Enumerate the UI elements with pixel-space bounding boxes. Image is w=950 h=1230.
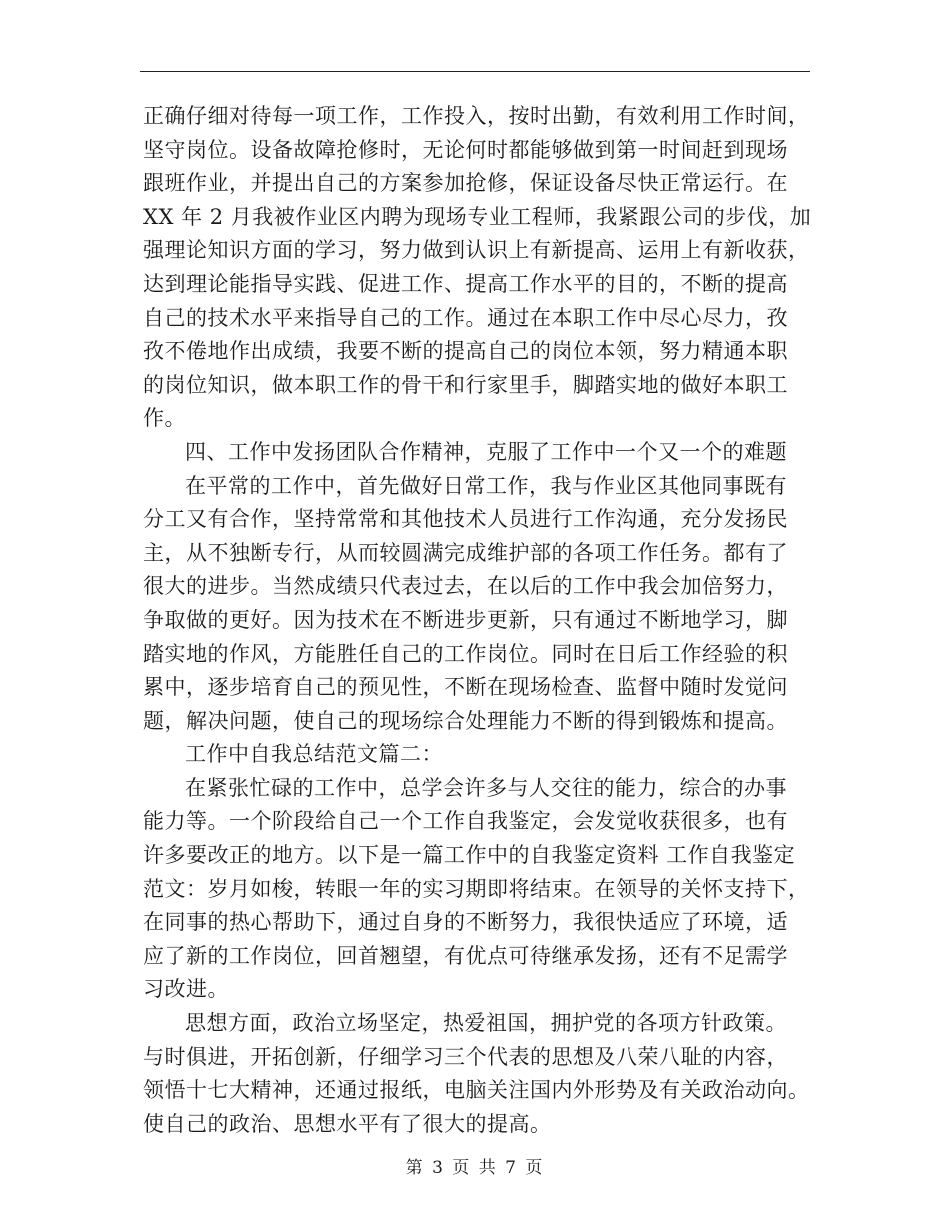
text-line: 坚守岗位。设备故障抢修时，无论何时都能够做到第一时间赶到现场	[143, 137, 788, 162]
text-line: XX 年 2 月我被作业区内聘为现场专业工程师，我紧跟公司的步伐，加	[143, 204, 812, 229]
text-line: 在同事的热心帮助下，通过自身的不断努力，我很快适应了环境，适	[143, 910, 788, 935]
paragraph	[143, 1007, 813, 1141]
text-line: 主，从不独断专行，从而较圆满完成维护部的各项工作任务。都有了	[143, 540, 788, 565]
page-number-footer: 第 3 页 共 7 页	[405, 1158, 545, 1178]
text-line: 自己的技术水平来指导自己的工作。通过在本职工作中尽心尽力，孜	[143, 305, 788, 330]
text-line: 累中，逐步培育自己的预见性，不断在现场检查、监督中随时发觉问	[143, 675, 788, 700]
text-line: 正确仔细对待每一项工作，工作投入，按时出勤，有效利用工作时间，	[143, 104, 810, 128]
text-line: 许多要改正的地方。以下是一篇工作中的自我鉴定资料 工作自我鉴定	[143, 843, 796, 868]
text-line: 分工又有合作，坚持常常和其他技术人员进行工作沟通，充分发扬民	[143, 507, 788, 532]
text-line: 争取做的更好。因为技术在不断进步更新，只有通过不断地学习，脚	[143, 607, 788, 632]
text-line: 范文：岁月如梭，转眼一年的实习期即将结束。在领导的关怀支持下，	[143, 876, 810, 901]
text-line: 四、工作中发扬团队合作精神，克服了工作中一个又一个的难题	[185, 439, 787, 464]
paragraph	[143, 100, 813, 436]
text-line: 很大的进步。当然成绩只代表过去，在以后的工作中我会加倍努力，	[143, 574, 788, 599]
text-line: 作。	[143, 406, 186, 431]
text-line: 工作中自我总结范文篇二：	[185, 742, 443, 767]
text-line: 与时俱进，开拓创新，仔细学习三个代表的思想及八荣八耻的内容，	[143, 1044, 788, 1069]
header-rule	[140, 71, 810, 72]
section-heading	[143, 738, 813, 772]
text-line: 跟班作业，并提出自己的方案参加抢修，保证设备尽快正常运行。在	[143, 171, 788, 196]
text-line: 思想方面，政治立场坚定，热爱祖国，拥护党的各项方针政策。	[185, 1011, 787, 1036]
text-line: 在平常的工作中，首先做好日常工作，我与作业区其他同事既有	[185, 473, 787, 498]
section-heading	[143, 436, 813, 470]
paragraph	[143, 772, 813, 1007]
text-line: 达到理论能指导实践、促进工作、提高工作水平的目的，不断的提高	[143, 271, 788, 296]
text-line: 应了新的工作岗位，回首翘望，有优点可待继承发扬，还有不足需学	[143, 943, 788, 968]
text-line: 使自己的政治、思想水平有了很大的提高。	[143, 1111, 552, 1136]
text-line: 题，解决问题，使自己的现场综合处理能力不断的得到锻炼和提高。	[143, 708, 788, 733]
text-line: 能力等。一个阶段给自己一个工作自我鉴定，会发觉收获很多，也有	[143, 809, 788, 834]
text-line: 的岗位知识，做本职工作的骨干和行家里手，脚踏实地的做好本职工	[143, 372, 788, 397]
text-line: 孜不倦地作出成绩，我要不断的提高自己的岗位本领，努力精通本职	[143, 339, 788, 364]
paragraph	[143, 470, 813, 739]
text-line: 领悟十七大精神，还通过报纸，电脑关注国内外形势及有关政治动向。	[143, 1078, 810, 1103]
document-body	[143, 100, 813, 1141]
text-line: 习改进。	[143, 977, 229, 1002]
text-line: 在紧张忙碌的工作中，总学会许多与人交往的能力，综合的办事	[185, 775, 787, 800]
text-line: 强理论知识方面的学习，努力做到认识上有新提高、运用上有新收获，	[143, 238, 810, 263]
text-line: 踏实地的作风，方能胜任自己的工作岗位。同时在日后工作经验的积	[143, 641, 788, 666]
